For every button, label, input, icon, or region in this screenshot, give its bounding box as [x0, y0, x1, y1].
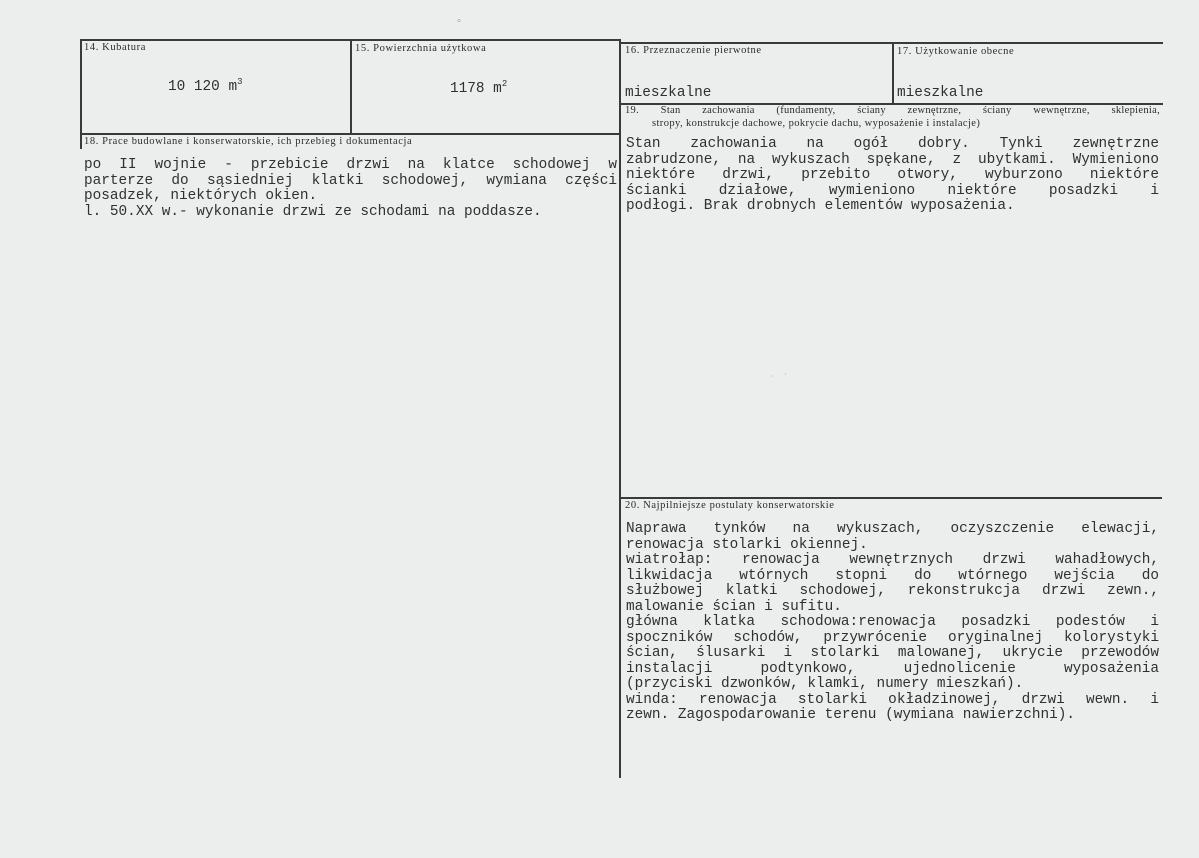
- scan-speck: ·: [784, 370, 787, 379]
- usable-area-value: 1178 m: [450, 81, 502, 97]
- rule-14-15-divider: [350, 40, 352, 134]
- field-20-line: winda: renowacja stolarki okładzinowej, drzwi wewn. i: [626, 691, 1159, 708]
- field-17-value: mieszkalne: [897, 85, 984, 101]
- field-20-line: renowacja stolarki okiennej.: [626, 536, 868, 553]
- field-15-value: [450, 79, 508, 98]
- field-19-label-line2: stropy, konstrukcje dachowe, pokrycie dachu, wyposażenie i instalacje): [652, 118, 981, 129]
- field-20-line: służbowej klatki schodowej, rekonstrukcja drzwi zewn.,: [626, 583, 1159, 599]
- field-20-text: [626, 522, 1159, 724]
- rule-19-20-divider: [621, 497, 1162, 499]
- field-14-value: [168, 77, 243, 96]
- field-19-text: [626, 137, 1159, 215]
- field-14-label: 14. Kubatura: [84, 42, 147, 53]
- field-18-label: 18. Prace budowlane i konserwatorskie, ich przebieg i dokumentacja: [84, 136, 413, 147]
- cubature-unit-superscript: 3: [237, 77, 243, 87]
- field-20-line: ścian, ślusarki i stolarki malowanej, ukrycie przewodów: [626, 645, 1159, 661]
- cubature-value: 10 120 m: [168, 79, 238, 95]
- field-20-line: zewn. Zagospodarowanie terenu (wymiana nawierzchni).: [626, 707, 1076, 723]
- field-19-line: ścianki działowe, wymieniono niektóre posadzki i: [626, 182, 1159, 199]
- rule-14-15-bottom: [80, 133, 621, 135]
- scan-speck: ·: [771, 372, 774, 381]
- field-17-label: 17. Użytkowanie obecne: [897, 46, 1015, 57]
- field-20-line: likwidacja wtórnych stopni do wtórnego wejścia do: [626, 567, 1159, 584]
- field-20-line: instalacji podtynkowo, ujednolicenie wyposażenia: [626, 660, 1159, 677]
- field-18-line: po II wojnie - przebicie drzwi na klatce schodowej w: [84, 157, 617, 173]
- field-18-line: parterze do sąsiedniej klatki schodowej, wymiana części: [84, 172, 617, 189]
- field-19-line: podłogi. Brak drobnych elementów wyposażenia.: [626, 198, 1015, 214]
- field-19-line: niektóre drzwi, przebito otwory, wyburzono niektóre: [626, 167, 1159, 183]
- field-19-line: zabrudzone, na wykuszach spękane, z ubytkami. Wymieniono: [626, 151, 1159, 168]
- field-16-label: 16. Przeznaczenie pierwotne: [625, 45, 762, 56]
- field-20-line: Naprawa tynków na wykuszach, oczyszczenie elewacji,: [626, 521, 1159, 537]
- field-20-line: malowanie ścian i sufitu.: [626, 598, 842, 615]
- usable-area-unit-superscript: 2: [501, 79, 508, 89]
- field-18-line: posadzek, niektórych okien.: [84, 188, 318, 204]
- rule-16-17-divider: [892, 44, 894, 104]
- field-20-line: spoczników schodów, przywrócenie oryginalnej kolorystyki: [626, 629, 1159, 646]
- field-20-line: główna klatka schodowa:renowacja posadzki podestów i: [626, 614, 1159, 630]
- field-18-text: [84, 158, 617, 220]
- field-20-label: 20. Najpilniejsze postulaty konserwatorskie: [625, 500, 835, 511]
- field-15-label: 15. Powierzchnia użytkowa: [355, 43, 487, 54]
- field-19-label-line1: 19. Stan zachowania (fundamenty, ściany zewnętrzne, ściany wewnętrzne, sklepienia,: [625, 105, 1160, 116]
- field-20-line: (przyciski dzwonków, klamki, numery mieszkań).: [626, 676, 1024, 692]
- scan-speck: °: [457, 18, 461, 29]
- field-18-line: l. 50.XX w.- wykonanie drzwi ze schodami na poddasze.: [84, 203, 542, 220]
- field-20-line: wiatrołap: renowacja wewnętrznych drzwi wahadłowych,: [626, 552, 1159, 568]
- rule-center-vertical: [619, 40, 621, 778]
- field-16-value: mieszkalne: [625, 85, 712, 101]
- field-19-line: Stan zachowania na ogół dobry. Tynki zewnętrzne: [626, 136, 1159, 152]
